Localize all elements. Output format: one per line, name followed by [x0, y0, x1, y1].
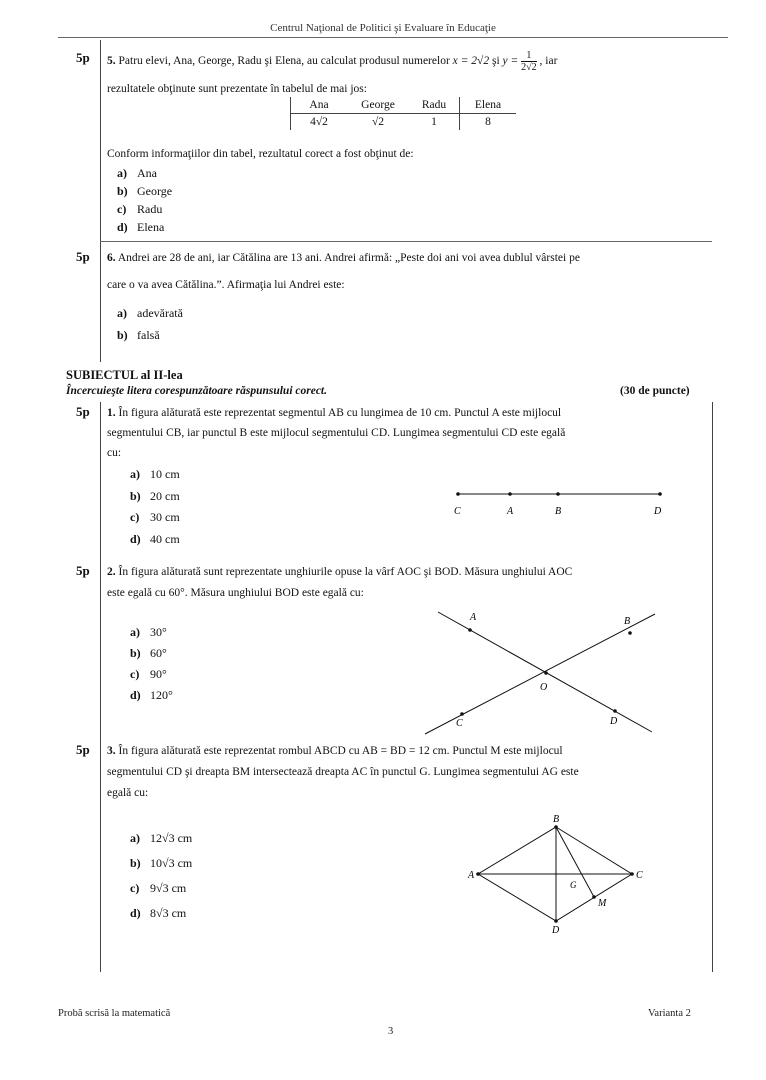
q5-question: Conform informaţiilor din tabel, rezultatul corect a fost obţinut de:	[107, 148, 414, 160]
q5-points: 5p	[76, 50, 90, 65]
option-d[interactable]: d) Elena	[117, 220, 165, 234]
table-header-elena: Elena	[460, 97, 517, 114]
table-value-elena: 8	[460, 114, 517, 131]
point-c	[630, 872, 634, 876]
q3-rhombus-figure	[460, 812, 650, 937]
q1-points: 5p	[76, 404, 90, 419]
q3-text1: În figura alăturată este reprezentat rombul ABCD cu AB = BD = 12 cm. Punctul M este mijlocul	[118, 745, 563, 757]
q2-points: 5p	[76, 563, 90, 578]
footer-variant: Varianta 2	[648, 1008, 691, 1019]
q1-text1: În figura alăturată este reprezentat segmentul AB cu lungimea de 10 cm. Punctul A este mijlocul	[118, 407, 562, 419]
section2-title: SUBIECTUL al II-lea	[66, 368, 183, 382]
option-a[interactable]: a) 12√3 cm	[130, 831, 193, 845]
q6-options	[117, 302, 183, 346]
label-m: M	[598, 898, 607, 909]
q3-number: 3.	[107, 745, 116, 757]
footer-page-number: 3	[388, 1026, 394, 1037]
q2-options	[130, 622, 173, 706]
table-value-radu: 1	[409, 114, 460, 131]
label-g: G	[570, 880, 577, 890]
point-d	[658, 492, 662, 496]
label-a: A	[470, 612, 477, 623]
point-a	[468, 628, 472, 632]
q5-y-num: 1	[521, 50, 537, 62]
section2-left-rule	[100, 402, 101, 972]
q5-options	[117, 164, 172, 236]
q5-results-table	[290, 97, 516, 130]
option-d[interactable]: d) 40 cm	[130, 531, 180, 546]
q6-number: 6.	[107, 252, 116, 264]
point-b	[556, 492, 560, 496]
q1-options	[130, 464, 180, 550]
table-row	[291, 114, 517, 131]
point-c	[460, 712, 464, 716]
label-d: D	[654, 506, 662, 517]
q3-line2: segmentului CD şi dreapta BM intersectează dreapta AC în punctul G. Lungimea segmentului AG este	[107, 766, 579, 778]
table-row	[291, 97, 517, 114]
q1-line2: segmentului CB, iar punctul B este mijlocul segmentului CD. Lungimea segmentului CD este egală	[107, 427, 566, 439]
table-header-ana: Ana	[291, 97, 348, 114]
point-c	[456, 492, 460, 496]
option-a[interactable]: a) adevărată	[117, 306, 183, 320]
option-b[interactable]: b) 10√3 cm	[130, 856, 193, 870]
option-b[interactable]: b) falsă	[117, 328, 160, 342]
label-o: O	[540, 682, 548, 693]
q2-text1: În figura alăturată sunt reprezentate unghiurile opuse la vârf AOC şi BOD. Măsura unghiului AOC	[118, 566, 573, 578]
q6-line1	[107, 249, 712, 267]
table-header-george: George	[361, 99, 395, 111]
section2-score: (30 de puncte)	[620, 385, 690, 397]
header-rule	[58, 37, 728, 38]
option-b[interactable]: b) 60°	[130, 646, 167, 660]
label-b: B	[555, 506, 562, 517]
point-b	[628, 631, 632, 635]
q5-x-expr: x = 2√2	[452, 55, 490, 68]
point-m	[592, 895, 596, 899]
option-b[interactable]: b) George	[117, 184, 173, 198]
q5-y-lhs: y =	[502, 55, 519, 68]
option-a[interactable]: a) Ana	[117, 166, 157, 180]
section1-left-rule	[100, 40, 101, 362]
q1-number: 1.	[107, 407, 116, 419]
section2-instruction: Încercuieşte litera corespunzătoare răspunsului corect.	[66, 385, 328, 397]
point-a	[508, 492, 512, 496]
label-d: D	[610, 716, 618, 727]
option-d[interactable]: d) 120°	[130, 688, 173, 702]
q3-line1	[107, 742, 709, 760]
option-c[interactable]: c) 90°	[130, 667, 167, 681]
q3-line3: egală cu:	[107, 787, 149, 799]
label-c: C	[454, 506, 461, 517]
table-header-radu: Radu	[421, 99, 447, 111]
q5-y-fraction	[521, 50, 537, 73]
q1-line3: cu:	[107, 447, 122, 459]
option-a[interactable]: a) 30°	[130, 625, 167, 639]
q2-line1	[107, 563, 709, 581]
point-b	[554, 825, 558, 829]
point-o	[544, 671, 548, 675]
q5-text-a: Patru elevi, Ana, George, Radu şi Elena, au calculat produsul numerelor	[118, 55, 450, 68]
q2-number: 2.	[107, 566, 116, 578]
q5-line1	[107, 50, 707, 73]
option-a[interactable]: a) 10 cm	[130, 467, 180, 481]
page-header: Centrul Naţional de Politici şi Evaluare în Educaţie	[270, 22, 496, 34]
section2-right-rule	[712, 402, 713, 972]
q5-text-b: , iar	[539, 55, 558, 68]
label-a: A	[468, 870, 475, 881]
q6-text1: Andrei are 28 de ani, iar Cătălina are 13 ani. Andrei afirmă: „Peste doi ani voi avea dublul vârstei pe	[117, 252, 580, 264]
point-d	[554, 919, 558, 923]
q1-line1	[107, 404, 709, 422]
q2-angles-figure	[420, 604, 680, 739]
point-a	[476, 872, 480, 876]
option-b[interactable]: b) 20 cm	[130, 488, 180, 503]
q3-points: 5p	[76, 742, 90, 757]
q6-line2: care o va avea Cătălina.”. Afirmaţia lui Andrei este:	[107, 279, 345, 291]
table-value-ana: 4√2	[291, 114, 348, 131]
option-c[interactable]: c) Radu	[117, 202, 163, 216]
q6-points: 5p	[76, 249, 90, 264]
footer-exam-title: Probă scrisă la matematică	[58, 1008, 171, 1019]
label-c: C	[636, 870, 643, 881]
label-d: D	[552, 925, 560, 936]
option-c[interactable]: c) 9√3 cm	[130, 881, 187, 895]
q-divider	[100, 241, 712, 242]
point-d	[613, 709, 617, 713]
q5-y-den: 2√2	[521, 62, 537, 73]
label-a: A	[507, 506, 514, 517]
option-d[interactable]: d) 8√3 cm	[130, 906, 187, 920]
q2-line2: este egală cu 60°. Măsura unghiului BOD este egală cu:	[107, 587, 364, 599]
q1-segment-figure	[440, 482, 680, 522]
option-c[interactable]: c) 30 cm	[130, 510, 180, 524]
q5-number: 5.	[107, 55, 116, 68]
line-bc	[425, 614, 655, 734]
label-c: C	[456, 718, 463, 729]
table-value-george: √2	[347, 114, 409, 131]
label-b: B	[624, 616, 631, 627]
q5-line2: rezultatele obţinute sunt prezentate în tabelul de mai jos:	[107, 83, 367, 95]
label-b: B	[553, 814, 560, 825]
q5-and: şi	[491, 55, 500, 68]
q3-options	[130, 826, 192, 926]
